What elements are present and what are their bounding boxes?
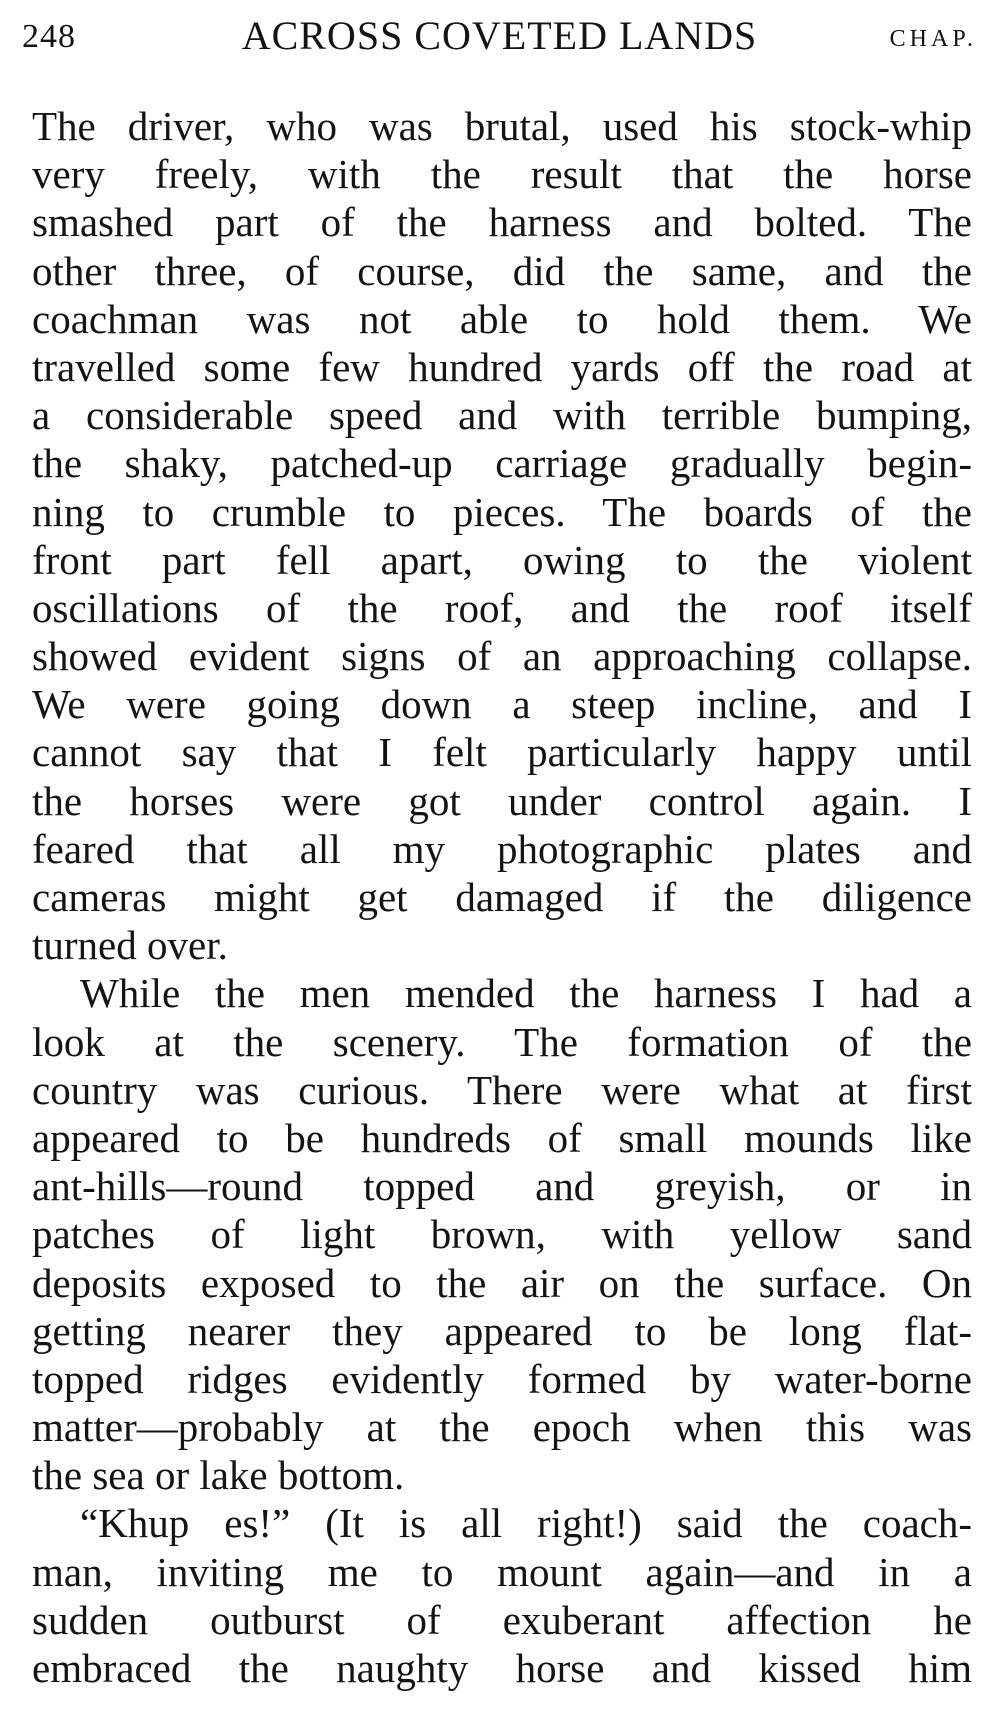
running-head — [22, 12, 977, 72]
text-line: embraced the naughty horse and kissed him — [32, 1645, 972, 1691]
chapter-label: CHAP. — [889, 26, 977, 52]
text-line: sudden outburst of exuberant affection he — [32, 1596, 972, 1643]
body-text — [32, 102, 972, 1692]
text-line: We were going down a steep incline, and I — [32, 681, 972, 728]
text-line: showed evident signs of an approaching collapse. — [32, 633, 972, 680]
text-line: deposits exposed to the air on the surface. On — [32, 1259, 972, 1306]
text-line: country was curious. There were what at first — [32, 1066, 972, 1113]
running-title: ACROSS COVETED LANDS — [241, 13, 758, 58]
text-line: ant-hills—round topped and greyish, or in — [32, 1163, 972, 1210]
paragraph — [32, 102, 972, 969]
text-line: travelled some few hundred yards off the road at — [32, 343, 972, 390]
text-line: cannot say that I felt particularly happy until — [32, 729, 972, 776]
text-line: oscillations of the roof, and the roof itself — [32, 584, 972, 631]
text-line: man, inviting me to mount again—and in a — [32, 1548, 972, 1595]
paragraph — [32, 1499, 972, 1692]
text-line: the sea or lake bottom. — [32, 1452, 405, 1499]
text-line: getting nearer they appeared to be long flat- — [32, 1307, 972, 1354]
text-line: coachman was not able to hold them. We — [32, 295, 972, 342]
text-line: patches of light brown, with yellow sand — [32, 1211, 972, 1258]
paragraph — [32, 969, 972, 1499]
text-line: the shaky, patched-up carriage gradually begin- — [32, 440, 972, 487]
page-number: 248 — [22, 18, 76, 55]
text-line: appeared to be hundreds of small mounds like — [32, 1114, 972, 1161]
text-line: the horses were got under control again. I — [32, 777, 972, 824]
text-line: a considerable speed and with terrible bumping, — [32, 392, 972, 439]
text-line: While the men mended the harness I had a — [80, 970, 972, 1017]
text-line: very freely, with the result that the horse — [32, 151, 972, 198]
text-line: front part fell apart, owing to the violent — [32, 536, 972, 583]
text-line: look at the scenery. The formation of the — [32, 1018, 972, 1065]
text-line: topped ridges evidently formed by water-borne — [32, 1355, 972, 1402]
text-line: “Khup es!” (It is all right!) said the coach- — [80, 1500, 972, 1547]
text-line: other three, of course, did the same, and the — [32, 247, 972, 294]
text-line: feared that all my photographic plates and — [32, 825, 972, 872]
text-line: smashed part of the harness and bolted. The — [32, 199, 972, 246]
text-line: cameras might get damaged if the diligence — [32, 874, 972, 920]
text-line: The driver, who was brutal, used his stock-whip — [32, 103, 972, 149]
text-line: turned over. — [32, 922, 228, 969]
text-line: ning to crumble to pieces. The boards of the — [32, 488, 972, 535]
text-line: matter—probably at the epoch when this was — [32, 1404, 972, 1451]
